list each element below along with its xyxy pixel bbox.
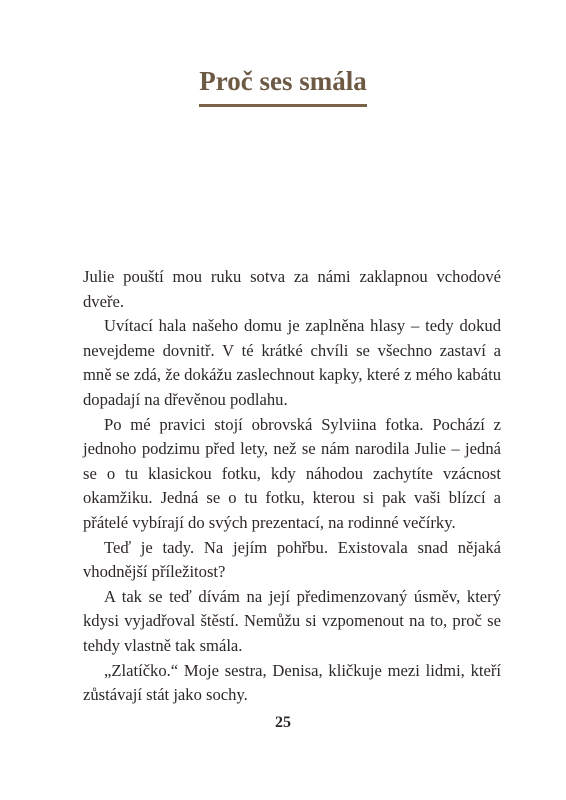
paragraph-4: Teď je tady. Na jejím pohřbu. Existovala snad nějaká vhodnější příležitost?	[83, 537, 501, 582]
paragraph-1: Julie pouští mou ruku sotva za námi zaklapnou vchodové dveře.	[83, 267, 501, 311]
paragraph-3: Po mé pravici stojí obrovská Sylviina fotka. Pochází z jednoho podzimu před lety, než se nám narodila Julie – jedná se o tu klasickou fotku, kdy náhodou zachytíte vzácnost okamžiku. Jedná se o tu fotku, kterou si pak vaši blízcí a přátelé vybírají do svých prezentací, na rodinné večírky.	[83, 414, 501, 532]
page-number: 25	[275, 714, 291, 731]
paragraph-6: „Zlatíčko.“ Moje sestra, Denisa, kličkuje mezi lidmi, kteří zůstávají stát jako sochy.	[83, 660, 501, 705]
paragraph-5: A tak se teď dívám na její předimenzovaný úsměv, který kdysi vyjadřoval štěstí. Nemůžu si vzpomenout na to, proč se tehdy vlastně tak smála.	[83, 586, 501, 655]
paragraph-2: Uvítací hala našeho domu je zaplněna hlasy – tedy dokud nevejdeme dovnitř. V té krátké chvíli se všechno zastaví a mně se zdá, že dokážu zaslechnout kapky, které z mého kabátu dopadají na dřevěnou podlahu.	[83, 316, 501, 409]
chapter-heading	[0, 64, 566, 107]
chapter-title: Proč ses smála	[199, 64, 366, 107]
chapter-body	[83, 265, 501, 708]
